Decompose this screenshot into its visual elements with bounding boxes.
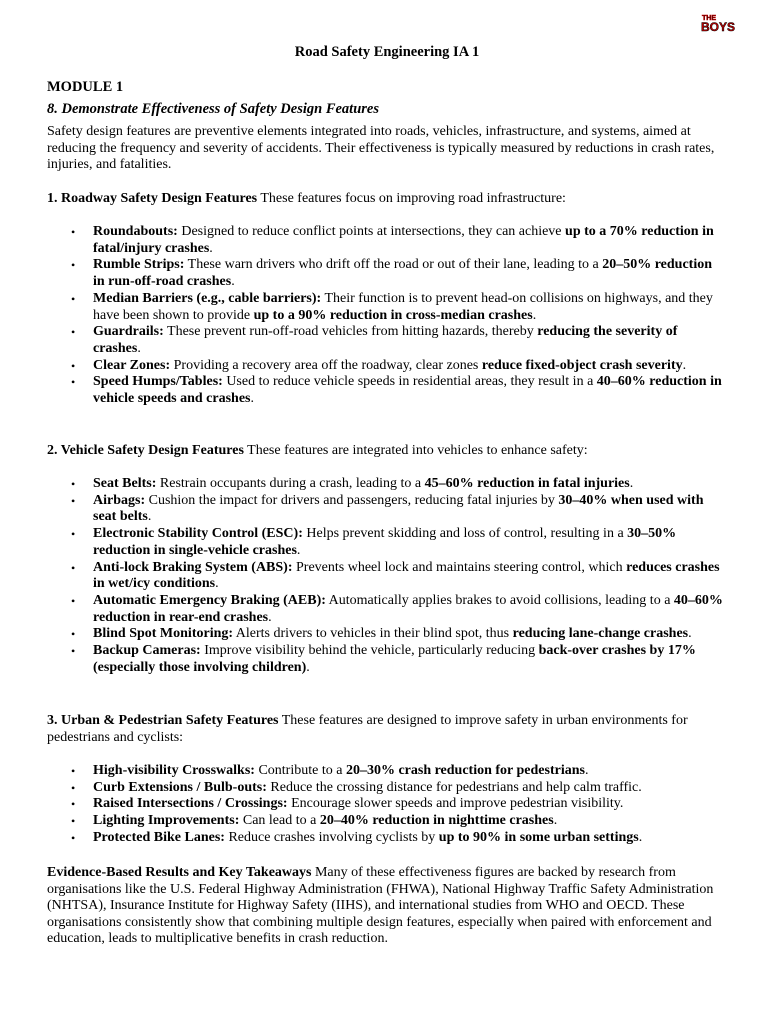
item-name: Protected Bike Lanes: [93, 829, 225, 845]
section-subtitle: 8. Demonstrate Effectiveness of Safety Design Features [47, 101, 379, 117]
item-emphasis: 45–60% reduction in fatal injuries [424, 476, 630, 491]
item-text: Restrain occupants during a crash, leading to a [156, 476, 425, 491]
item-emphasis: 40–60% reduction in rear-end crashes [93, 592, 723, 625]
list-item [47, 643, 727, 676]
item-name: Lighting Improvements: [93, 813, 240, 829]
bullet-icon: • [71, 764, 76, 778]
section-heading-bold: 2. Vehicle Safety Design Features [47, 443, 244, 458]
item-tail: . [629, 476, 634, 491]
bullet-icon: • [71, 325, 76, 340]
list-item [47, 780, 727, 797]
item-emphasis: 30–50% reduction in single-vehicle crashes [93, 526, 677, 558]
bullet-icon: • [71, 780, 76, 795]
item-tail: . [250, 391, 254, 407]
item-name: Seat Belts: [93, 476, 157, 491]
item-tail: . [638, 829, 643, 845]
conclusion-text: Many of these effectiveness figures are backed by research from organisations like the U.S. Federal Highway Administration (FHWA), National Highway Traffic Safety Administration (NHTSA), Insurance Institute for Highway Safety (IIHS), and international studies from WHO and OECD. These organisations consistently show that combining multiple design features, especially when paired with enforcement and education, leads to multiplicative benefits in crash reduction. [47, 865, 714, 947]
section-heading-text: These features are designed to improve safety in urban environments for pedestrians and cyclists: [47, 713, 688, 745]
section-heading-text: These features are integrated into vehicles to enhance safety: [243, 443, 588, 458]
item-text: Reduce crashes involving cyclists by [224, 829, 439, 845]
item-name: Automatic Emergency Braking (AEB): [93, 592, 326, 608]
item-emphasis: back-over crashes by 17% (especially those involving children) [93, 643, 696, 675]
bullet-icon: • [71, 358, 76, 373]
item-name: Speed Humps/Tables: [93, 374, 223, 390]
item-emphasis: 40–60% reduction in vehicle speeds and crashes [93, 374, 722, 407]
item-name: Guardrails: [93, 324, 164, 340]
item-emphasis: 20–50% reduction in run-off-road crashes [93, 257, 713, 290]
item-name: Median Barriers (e.g., cable barriers): [93, 290, 322, 306]
item-emphasis: reduce fixed-object crash severity [481, 357, 683, 373]
list-item [47, 813, 727, 830]
module-heading: MODULE 1 [47, 79, 124, 95]
section-heading-text: These features focus on improving road infrastructure: [257, 191, 566, 206]
roadway-features-list [47, 224, 727, 408]
section-heading-bold: 3. Urban & Pedestrian Safety Features [47, 713, 279, 728]
bullet-icon: • [71, 258, 76, 273]
item-name: Roundabouts: [93, 224, 178, 239]
item-text: Reduce the crossing distance for pedestrians and help calm traffic. [266, 779, 642, 795]
item-tail: . [209, 240, 213, 256]
item-name: Blind Spot Monitoring: [93, 626, 234, 642]
svg-text:THE: THE [702, 15, 716, 22]
list-item [47, 626, 727, 643]
conclusion-paragraph [47, 865, 727, 948]
vehicle-features-list [47, 476, 727, 676]
item-name: High-visibility Crosswalks: [93, 763, 255, 778]
list-item [47, 257, 727, 290]
logo-graphic [700, 12, 752, 32]
list-item [47, 593, 727, 626]
bullet-icon: • [71, 527, 76, 542]
item-text: Prevents wheel lock and maintains steering control, which [292, 559, 627, 575]
item-text: Used to reduce vehicle speeds in residential areas, they result in a [222, 374, 597, 390]
document-title: Road Safety Engineering IA 1 [294, 44, 480, 60]
item-text: Can lead to a [239, 813, 320, 829]
item-tail: . [268, 609, 272, 625]
item-name: Anti-lock Braking System (ABS): [93, 559, 293, 575]
list-item [47, 374, 727, 407]
item-text: Contribute to a [254, 763, 346, 778]
bullet-icon: • [71, 644, 76, 659]
bullet-icon: • [71, 830, 76, 845]
list-item [47, 358, 727, 375]
item-emphasis: up to a 70% reduction in fatal/injury crashes [93, 224, 714, 256]
item-tail: . [584, 763, 589, 778]
item-text: Helps prevent skidding and loss of control, resulting in a [302, 526, 628, 542]
intro-paragraph: Safety design features are preventive elements integrated into roads, vehicles, infrastructure, and systems, aimed at reducing the frequency and severity of accidents. Their effectiveness is typically measured by reductions in crash rates, injuries, and fatalities. [47, 124, 715, 173]
list-item [47, 796, 727, 813]
list-item [47, 763, 727, 780]
list-item [47, 526, 727, 559]
item-emphasis: up to a 90% reduction in cross-median crashes [253, 307, 533, 323]
item-text: Cushion the impact for drivers and passengers, reducing fatal injuries by [145, 492, 559, 508]
list-item [47, 493, 727, 526]
urban-features-list [47, 763, 727, 847]
item-tail: . [688, 626, 692, 642]
item-name: Clear Zones: [93, 357, 171, 373]
the-boys-logo [700, 12, 752, 32]
item-emphasis: 30–40% when used with seat belts [93, 492, 704, 525]
item-name: Rumble Strips: [93, 257, 185, 273]
item-tail: . [137, 340, 141, 356]
item-text: These warn drivers who drift off the road or out of their lane, leading to a [184, 257, 603, 273]
item-tail: . [231, 274, 235, 290]
list-item [47, 224, 727, 257]
item-tail: . [532, 307, 537, 323]
item-name: Electronic Stability Control (ESC): [93, 526, 303, 542]
bullet-icon: • [71, 627, 76, 642]
list-item [47, 830, 727, 847]
item-emphasis: reduces crashes in wet/icy conditions [93, 559, 720, 592]
item-text: These prevent run-off-road vehicles from hitting hazards, thereby [163, 324, 538, 340]
bullet-icon: • [71, 797, 76, 812]
list-item [47, 324, 727, 357]
item-tail: . [147, 509, 152, 525]
item-text: Their function is to prevent head-on collisions on highways, and they have been shown to provide [93, 290, 713, 323]
item-emphasis: reducing lane-change crashes [512, 626, 689, 642]
list-item [47, 291, 727, 324]
item-emphasis: 20–30% crash reduction for pedestrians [345, 763, 585, 778]
item-text: Improve visibility behind the vehicle, particularly reducing [200, 643, 539, 659]
svg-text:BOYS: BOYS [701, 20, 736, 32]
bullet-icon: • [71, 291, 76, 306]
item-text: Alerts drivers to vehicles in their blind spot, thus [233, 626, 513, 642]
section-heading-vehicle [47, 443, 727, 460]
item-tail: . [553, 813, 558, 829]
item-text: Encourage slower speeds and improve pedestrian visibility. [287, 796, 624, 812]
section-heading-roadway [47, 191, 727, 208]
list-item [47, 476, 727, 493]
item-tail: . [306, 659, 310, 675]
item-name: Airbags: [93, 492, 146, 508]
item-text: Automatically applies brakes to avoid collisions, leading to a [325, 592, 674, 608]
bullet-icon: • [71, 477, 76, 491]
bullet-icon: • [71, 225, 76, 239]
item-name: Raised Intersections / Crossings: [93, 796, 288, 812]
item-emphasis: reducing the severity of crashes [93, 324, 678, 356]
conclusion-heading: Evidence-Based Results and Key Takeaways [47, 865, 312, 880]
bullet-icon: • [71, 814, 76, 829]
item-name: Curb Extensions / Bulb-outs: [93, 779, 267, 795]
item-text: Designed to reduce conflict points at intersections, they can achieve [177, 224, 566, 239]
section-heading-bold: 1. Roadway Safety Design Features [47, 191, 258, 206]
bullet-icon: • [71, 560, 76, 575]
item-tail: . [296, 542, 301, 558]
item-tail: . [215, 576, 219, 592]
item-emphasis: 20–40% reduction in nighttime crashes [319, 813, 554, 829]
section-heading-urban [47, 713, 727, 746]
bullet-icon: • [71, 375, 76, 390]
item-name: Backup Cameras: [93, 643, 201, 659]
list-item [47, 560, 727, 593]
item-tail: . [682, 357, 687, 373]
item-text: Providing a recovery area off the roadway, clear zones [170, 357, 482, 373]
item-emphasis: up to 90% in some urban settings [438, 829, 639, 845]
bullet-icon: • [71, 493, 76, 508]
bullet-icon: • [71, 593, 76, 608]
